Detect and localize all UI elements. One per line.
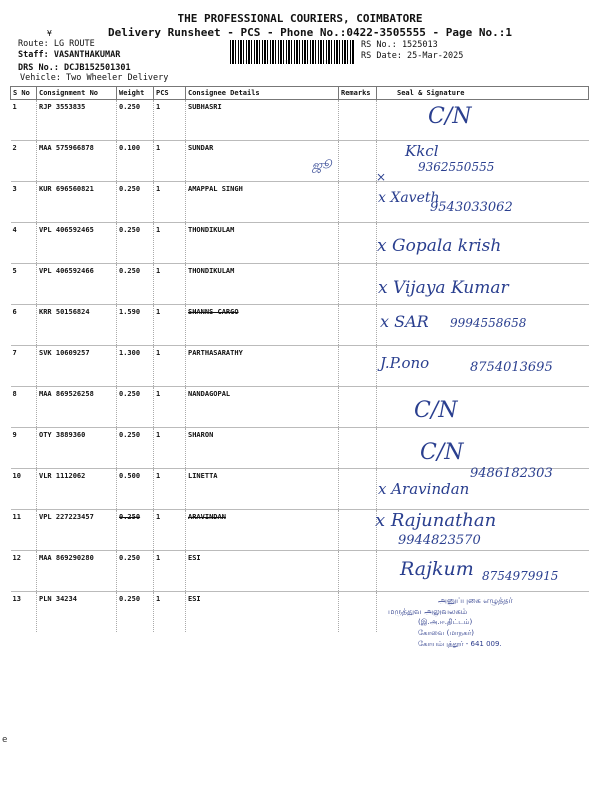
handwriting-r6-phone: 9994558658 [450, 316, 527, 330]
cell-weight: 0.250 [117, 551, 154, 592]
cell-sno: 9 [11, 428, 37, 469]
cell-remarks [339, 510, 377, 551]
handwriting-r2-name: Kkcl [405, 142, 439, 160]
cell-consignment: MAA 869290280 [37, 551, 117, 592]
handwriting-r8: C/N [414, 398, 458, 423]
col-weight: Weight [117, 87, 154, 100]
cell-consignee: ESI [186, 592, 339, 633]
cell-pcs: 1 [154, 592, 186, 633]
cell-pcs: 1 [154, 100, 186, 141]
barcode [230, 40, 355, 64]
table-header-row [11, 87, 589, 100]
stamp-line-4: கோவை (மாநகர்) [418, 629, 475, 637]
handwriting-r7-name: J.P.ono [380, 354, 430, 372]
cell-weight: 0.250 [117, 100, 154, 141]
cell-consignment: VPL 406592466 [37, 264, 117, 305]
runsheet-table [10, 86, 589, 632]
col-sno: S No [11, 87, 37, 100]
cell-consignee: ESI [186, 551, 339, 592]
cell-sno: 8 [11, 387, 37, 428]
cell-weight: 0.250 [117, 264, 154, 305]
cell-pcs: 1 [154, 346, 186, 387]
stamp-line-3: (இ.அ.ஈ.திட்டம்) [418, 618, 473, 626]
cell-remarks [339, 592, 377, 633]
cell-consignment: RJP 3553835 [37, 100, 117, 141]
handwriting-r12-name: Rajkum [400, 558, 474, 580]
cell-consignee: LINETTA [186, 469, 339, 510]
company-title: THE PROFESSIONAL COURIERS, COIMBATORE [177, 12, 423, 25]
route-label: Route: LG ROUTE [18, 39, 95, 49]
handwriting-r10-phone: 9486182303 [470, 466, 553, 481]
handwriting-r4: x Gopala krish [377, 236, 502, 256]
cell-pcs: 1 [154, 141, 186, 182]
cell-signature [377, 428, 589, 469]
cell-weight: 0.250 [117, 387, 154, 428]
cell-consignment: PLN 34234 [37, 592, 117, 633]
handwriting-r12-phone: 8754979915 [482, 569, 559, 583]
handwriting-r2-phone: 9362550555 [418, 160, 495, 174]
cell-consignee: SHANNS CARGO [186, 305, 339, 346]
cell-weight: 0.500 [117, 469, 154, 510]
drs-number: DRS No.: DCJB152501301 [18, 63, 131, 73]
cell-signature [377, 387, 589, 428]
col-signature: Seal & Signature [377, 87, 589, 100]
cell-weight: 0.250 [117, 223, 154, 264]
cell-consignment: VLR 1112062 [37, 469, 117, 510]
handwriting-r7-phone: 8754013695 [470, 360, 553, 375]
cell-consignment: KUR 696560821 [37, 182, 117, 223]
handwriting-r2-x: × [376, 170, 387, 184]
cell-pcs: 1 [154, 182, 186, 223]
cell-remarks [339, 223, 377, 264]
handwriting-r11-name: x Rajunathan [375, 510, 497, 531]
cell-sno: 4 [11, 223, 37, 264]
cell-remarks [339, 141, 377, 182]
cell-sno: 10 [11, 469, 37, 510]
runsheet-subtitle: Delivery Runsheet - PCS - Phone No.:0422-3505555 - Page No.:1 [108, 26, 512, 39]
cell-weight: 0.250 [117, 428, 154, 469]
table-row [11, 223, 589, 264]
cell-consignment: MAA 575966878 [37, 141, 117, 182]
col-consignment: Consignment No [37, 87, 117, 100]
handwriting-r11-phone: 9944823570 [398, 533, 481, 548]
cell-weight: 1.590 [117, 305, 154, 346]
cell-pcs: 1 [154, 551, 186, 592]
cell-weight: 0.250 [117, 592, 154, 633]
cell-sno: 1 [11, 100, 37, 141]
cell-consignee: PARTHASARATHY [186, 346, 339, 387]
handwriting-r3-name: x Xaveth [378, 190, 440, 206]
cell-consignee: SUNDAR [186, 141, 339, 182]
rs-date: RS Date: 25-Mar-2025 [361, 51, 464, 61]
stamp-line-1: அனுப்புகை எழுத்தர் [438, 596, 513, 605]
handwriting-r9: C/N [420, 440, 464, 465]
cell-pcs: 1 [154, 305, 186, 346]
cell-remarks [339, 305, 377, 346]
staff-label: Staff: VASANTHAKUMAR [18, 50, 121, 60]
cell-consignee: THONDIKULAM [186, 223, 339, 264]
cell-remarks [339, 182, 377, 223]
cell-consignment: OTY 3889360 [37, 428, 117, 469]
handwriting-r1: C/N [428, 104, 472, 129]
cell-remarks [339, 428, 377, 469]
cell-weight: 1.300 [117, 346, 154, 387]
cell-sno: 7 [11, 346, 37, 387]
rs-number: RS No.: 1525013 [361, 40, 438, 50]
cell-consignee: SUBHASRI [186, 100, 339, 141]
cell-weight: 0.250 [117, 510, 154, 551]
cell-sno: 13 [12, 595, 21, 603]
table-row [11, 387, 589, 428]
cell-remarks [339, 100, 377, 141]
vehicle-label: Vehicle: Two Wheeler Delivery [20, 73, 169, 83]
handwriting-r2-remark: ஜூ [312, 158, 332, 172]
cell-pcs: 1 [154, 428, 186, 469]
cell-pcs: 1 [154, 469, 186, 510]
handwriting-r10-name: x Aravindan [378, 480, 470, 498]
cell-pcs: 1 [154, 387, 186, 428]
margin-mark: e [2, 735, 8, 745]
table-row [11, 428, 589, 469]
cell-consignment: VPL 406592465 [37, 223, 117, 264]
cell-sno: 6 [11, 305, 37, 346]
cell-weight: 0.100 [117, 141, 154, 182]
table-row [11, 510, 589, 551]
stamp-line-5: கோயம்புத்தூர் - 641 009. [418, 640, 502, 648]
cell-sno: 2 [11, 141, 37, 182]
cell-sno: 11 [11, 510, 37, 551]
cell-signature [377, 100, 589, 141]
cell-consignee: AMAPPAL SINGH [186, 182, 339, 223]
cell-sno: 5 [11, 264, 37, 305]
handwriting-r5: x Vijaya Kumar [378, 278, 509, 298]
handwriting-r3-phone: 9543033062 [430, 200, 513, 215]
cell-pcs: 1 [154, 223, 186, 264]
cell-pcs: 1 [154, 264, 186, 305]
cell-consignment: KRR 50156824 [37, 305, 117, 346]
cell-remarks [339, 469, 377, 510]
cell-sno: 12 [11, 551, 37, 592]
col-pcs: PCS [154, 87, 186, 100]
cell-remarks [339, 387, 377, 428]
table-row [11, 100, 589, 141]
cell-pcs: 1 [154, 510, 186, 551]
cell-remarks [339, 346, 377, 387]
stamp-line-2: மருத்துவ அலுவலகம் [388, 607, 468, 616]
office-stamp [388, 596, 578, 658]
cell-weight: 0.250 [117, 182, 154, 223]
cell-consignment: MAA 869526258 [37, 387, 117, 428]
cell-remarks [339, 264, 377, 305]
col-consignee: Consignee Details [186, 87, 339, 100]
cell-sno: 3 [11, 182, 37, 223]
cell-consignee: ARAVINDAN [186, 510, 339, 551]
cell-consignment: VPL 227223457 [37, 510, 117, 551]
cell-consignee: SHARON [186, 428, 339, 469]
handwriting-r6-name: x SAR [380, 312, 429, 331]
cell-consignee: NANDAGOPAL [186, 387, 339, 428]
header-tick-mark: ¥ [47, 29, 52, 38]
table-row [11, 141, 589, 182]
col-remarks: Remarks [339, 87, 377, 100]
cell-remarks [339, 551, 377, 592]
cell-consignee: THONDIKULAM [186, 264, 339, 305]
cell-consignment: SVK 10609257 [37, 346, 117, 387]
